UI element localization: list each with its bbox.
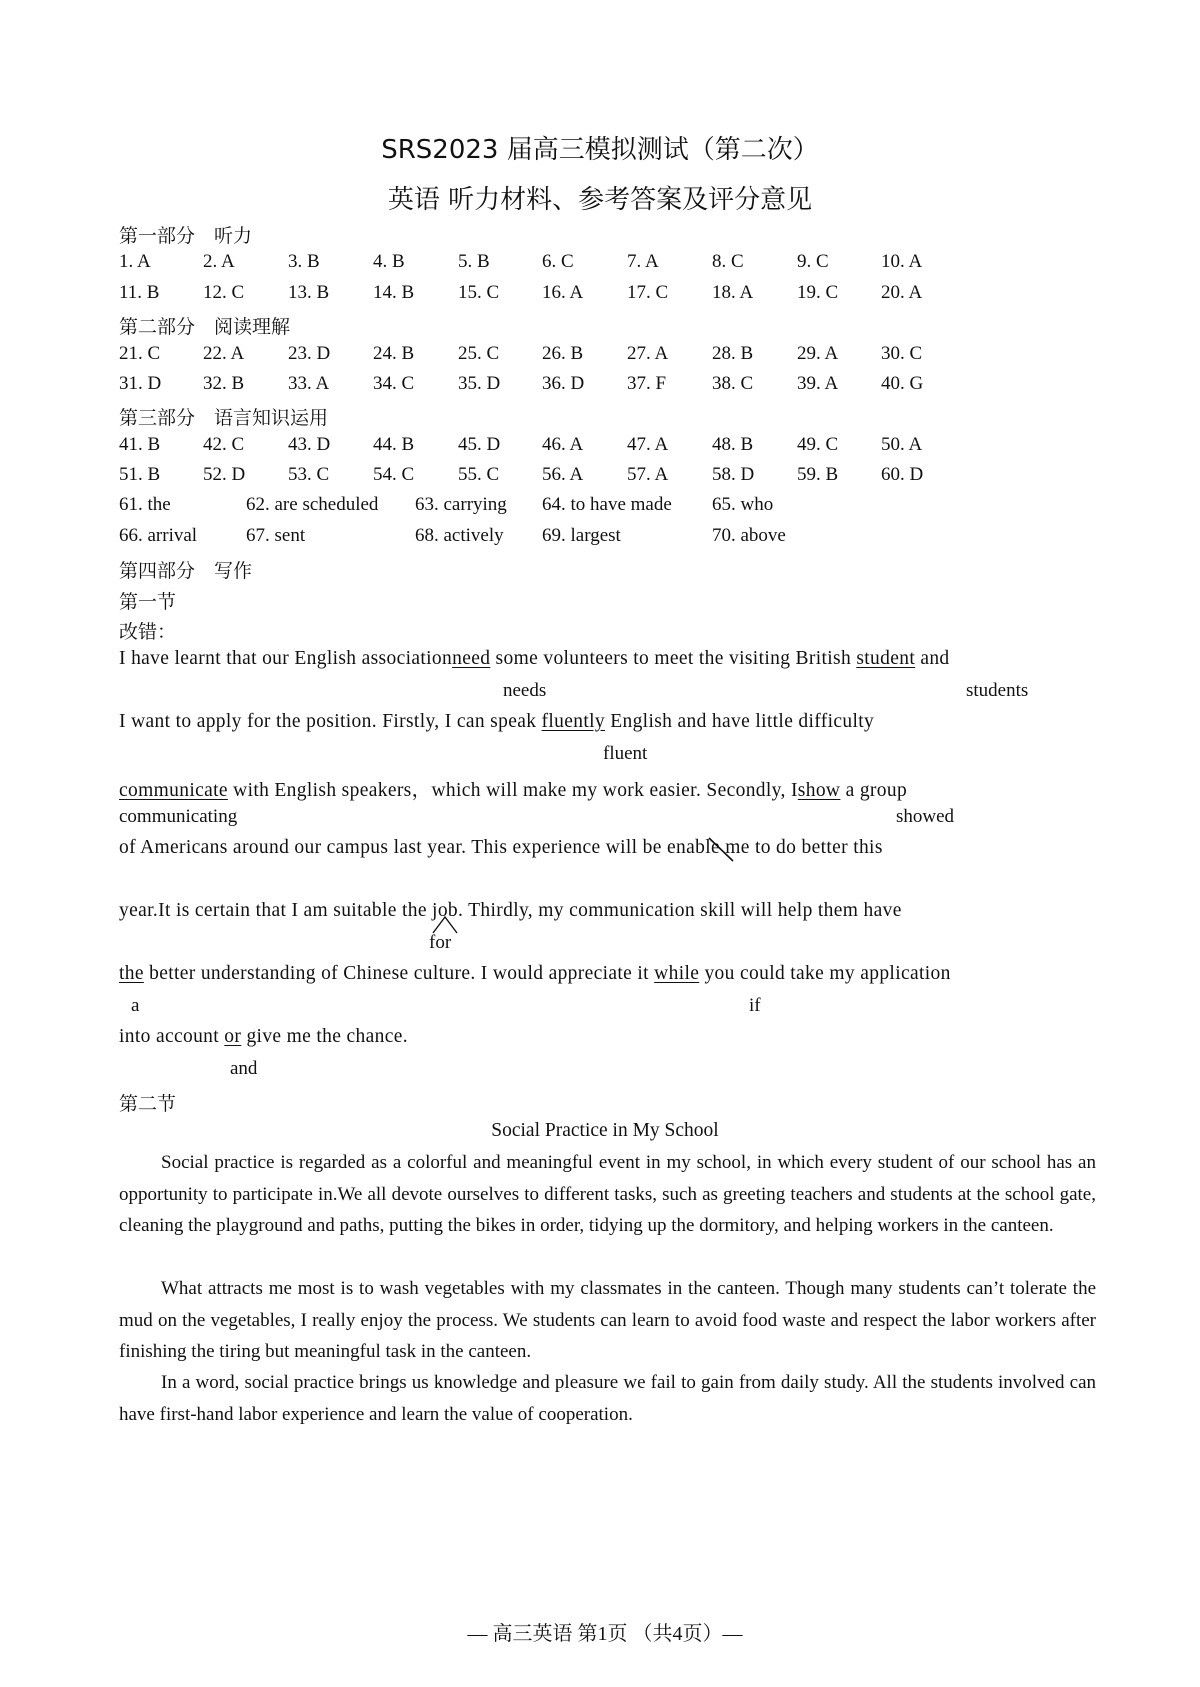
answer-item: 39. A [797,373,839,394]
essay-title: Social Practice in My School [491,1120,719,1141]
section2-heading: 第二节 [119,1093,177,1115]
answer-item: 19. C [797,282,839,303]
answer-item: 55. C [458,464,500,485]
answer-item: 21. C [119,343,161,364]
answer-item: 35. D [458,373,501,394]
error-word: fluently [541,711,605,732]
error-word: communicate [119,780,228,801]
answer-item: 38. C [712,373,754,394]
part1-heading: 第一部分 听力 [119,225,253,247]
answer-item: 17. C [627,282,669,303]
correction-word: fluent [603,743,648,764]
answer-item: 12. C [203,282,245,303]
correction-line: the better understanding of Chinese culture. I would appreciate it while you could take my application [119,963,951,984]
answer-item: 47. A [627,434,669,455]
fill-answer: 70. above [712,525,786,546]
answer-item: 33. A [288,373,330,394]
answer-item: 18. A [712,282,754,303]
answer-item: 1. A [119,251,151,272]
answer-item: 7. A [627,251,659,272]
fill-answer: 62. are scheduled [246,494,379,515]
fill-answer: 65. who [712,494,774,515]
answer-item: 37. F [627,373,667,394]
answer-item: 25. C [458,343,500,364]
essay-paragraph: Social practice is regarded as a colorful and meaningful event in my school, in which every student of our school has an opportunity to participate in.We all devote ourselves to different tasks, such as greeting teachers and students at the school gate, cleaning the playground and paths, putting the bikes in order, tidying up the dormitory, and helping workers in the canteen. [119,1152,1096,1236]
deletion-mark-icon [700,832,736,866]
correction-word: needs [503,680,547,701]
answer-item: 59. B [797,464,839,485]
error-word: show [797,780,841,801]
error-word: or [224,1026,242,1047]
answer-item: 9. C [797,251,829,272]
correction-word: communicating [119,806,238,827]
answer-item: 31. D [119,373,162,394]
answer-item: 10. A [881,251,923,272]
answer-item: 56. A [542,464,584,485]
answer-item: 2. A [203,251,235,272]
answer-item: 16. A [542,282,584,303]
correction-word: students [966,680,1029,701]
answer-item: 20. A [881,282,923,303]
correction-line: I have learnt that our English associationneed some volunteers to meet the visiting British student and [119,648,950,669]
answer-item: 50. A [881,434,923,455]
answer-item: 57. A [627,464,669,485]
answer-item: 58. D [712,464,755,485]
answer-item: 29. A [797,343,839,364]
correction-line: into account or give me the chance. [119,1026,408,1047]
answer-item: 34. C [373,373,415,394]
answer-item: 51. B [119,464,161,485]
answer-item: 15. C [458,282,500,303]
page-title: SRS2023 届高三模拟测试（第二次） [381,135,819,165]
deleted-word: be [642,837,662,858]
answer-item: 11. B [119,282,160,303]
answer-item: 42. C [203,434,245,455]
answer-item: 26. B [542,343,584,364]
correction-line: I want to apply for the position. Firstly, I can speak fluently English and have little difficulty [119,711,875,732]
answer-item: 13. B [288,282,330,303]
fill-answer: 61. the [119,494,171,515]
error-word: while [654,963,700,984]
answer-item: 8. C [712,251,744,272]
correction-word: a [131,995,140,1016]
answer-item: 30. C [881,343,923,364]
answer-item: 43. D [288,434,331,455]
answer-item: 14. B [373,282,415,303]
answer-item: 23. D [288,343,331,364]
page-footer: — 高三英语 第1页 （共4页）— [467,1623,743,1645]
answer-item: 6. C [542,251,574,272]
correction-line: year.It is certain that I am suitable the job. Thirdly, my communication skill will help them have [119,900,902,921]
correction-word: if [749,995,761,1016]
answer-item: 40. G [881,373,924,394]
answer-item: 45. D [458,434,501,455]
part2-heading: 第二部分 阅读理解 [119,316,291,338]
part4-heading: 第四部分 写作 [119,560,253,582]
part3-heading: 第三部分 语言知识运用 [119,407,329,429]
error-word: student [856,648,916,669]
answer-item: 60. D [881,464,924,485]
fill-answer: 64. to have made [542,494,672,515]
answer-item: 54. C [373,464,415,485]
answer-item: 22. A [203,343,245,364]
fill-answer: 66. arrival [119,525,198,546]
correction-line: communicate with English speakers，which will make my work easier. Secondly, Ishow a group [119,780,908,801]
answer-item: 52. D [203,464,246,485]
answer-item: 36. D [542,373,585,394]
error-word: the [119,963,144,984]
answer-item: 4. B [373,251,405,272]
answer-item: 28. B [712,343,754,364]
fill-answer: 67. sent [246,525,306,546]
correction-word: showed [896,806,955,827]
essay-paragraph: What attracts me most is to wash vegetables with my classmates in the canteen. Though many students can’t tolerate the mud on the vegetables, I really enjoy the process. We students can learn to avoid food waste and respect the labor workers after finishing the tiring but meaningful task in the canteen. [119,1278,1096,1362]
answer-item: 44. B [373,434,415,455]
page-subtitle: 英语 听力材料、参考答案及评分意见 [387,185,813,215]
answer-item: 27. A [627,343,669,364]
error-word: need [452,648,491,669]
answer-item: 41. B [119,434,161,455]
answer-item: 48. B [712,434,754,455]
section1-heading: 第一节 [119,591,177,613]
essay-paragraph: In a word, social practice brings us knowledge and pleasure we fail to gain from daily study. All the students involved can have first-hand labor experience and learn the value of cooperation. [119,1372,1096,1425]
fill-answer: 69. largest [542,525,621,546]
fill-answer: 63. carrying [415,494,507,515]
answer-item: 32. B [203,373,245,394]
correction-word: for [429,932,452,953]
fill-answer: 68. actively [415,525,504,546]
answer-item: 5. B [458,251,490,272]
answer-item: 46. A [542,434,584,455]
correction-word: and [230,1058,258,1079]
answer-item: 53. C [288,464,330,485]
answer-item: 24. B [373,343,415,364]
answer-item: 3. B [288,251,320,272]
correction-label: 改错： [119,621,177,643]
correction-line: of Americans around our campus last year. This experience will be enable me to do better this [119,837,883,858]
answer-item: 49. C [797,434,839,455]
